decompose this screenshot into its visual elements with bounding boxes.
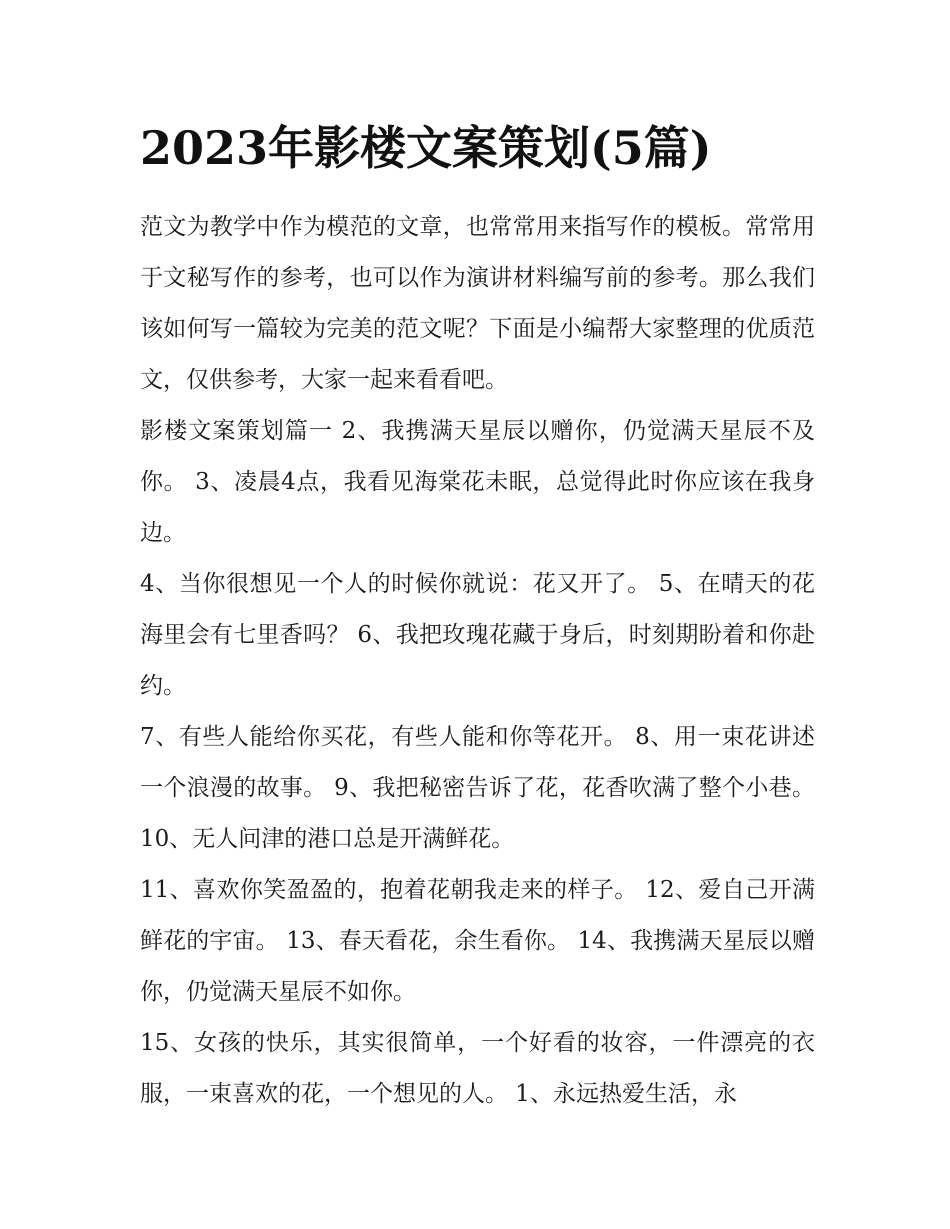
paragraph: 4、当你很想见一个人的时候你就说：花又开了。 5、在晴天的花海里会有七里香吗？ 6、我把玫瑰花藏于身后，时刻期盼着和你赴约。	[140, 571, 815, 699]
paragraph: 影楼文案策划篇一 2、我携满天星辰以赠你，仍觉满天星辰不及你。 3、凌晨4点，我看见海棠花未眠，总觉得此时你应该在我身边。	[140, 418, 815, 546]
document-body	[140, 202, 815, 1120]
paragraph: 15、女孩的快乐，其实很简单，一个好看的妆容，一件漂亮的衣服，一束喜欢的花，一个想见的人。 1、永远热爱生活，永	[140, 1030, 815, 1107]
document-title: 2023年影楼文案策划(5篇)	[140, 121, 712, 175]
paragraph: 11、喜欢你笑盈盈的，抱着花朝我走来的样子。 12、爱自己开满鲜花的宇宙。 13、春天看花，余生看你。 14、我携满天星辰以赠你，仍觉满天星辰不如你。	[140, 877, 815, 1005]
paragraph: 7、有些人能给你买花，有些人能和你等花开。 8、用一束花讲述一个浪漫的故事。 9、我把秘密告诉了花，花香吹满了整个小巷。 10、无人问津的港口总是开满鲜花。	[140, 724, 815, 852]
paragraph-intro: 范文为教学中作为模范的文章，也常常用来指写作的模板。常常用于文秘写作的参考，也可以作为演讲材料编写前的参考。那么我们该如何写一篇较为完美的范文呢？下面是小编帮大家整理的优质范文，仅供参考，大家一起来看看吧。	[140, 214, 815, 393]
